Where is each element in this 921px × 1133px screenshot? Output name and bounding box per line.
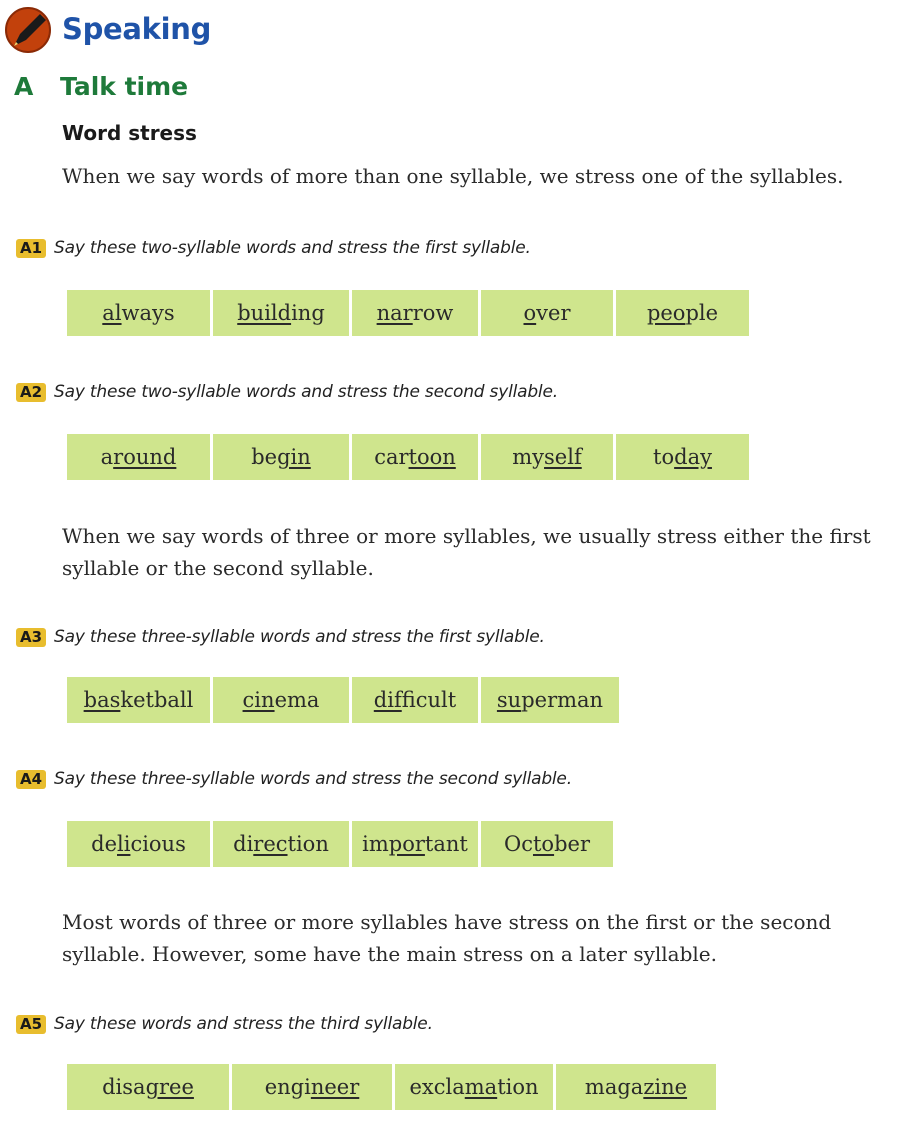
word-cell: su perman — [481, 677, 619, 723]
word-cell: bas ketball — [67, 677, 210, 723]
word-cell: to day — [616, 434, 749, 480]
word-row-a3 — [67, 677, 619, 723]
word-cell: nar row — [352, 290, 478, 336]
intro-paragraph: When we say words of more than one syllable, we stress one of the syllables. — [62, 164, 844, 188]
word-cell: maga zine — [556, 1064, 716, 1110]
page-title: Speaking — [62, 12, 212, 46]
section-letter: A — [14, 72, 34, 101]
word-cell: excla ma tion — [395, 1064, 553, 1110]
word-cell: de li cious — [67, 821, 210, 867]
exercise-label: A4 — [16, 770, 46, 789]
word-cell: dif ficult — [352, 677, 478, 723]
word-cell: di rec tion — [213, 821, 349, 867]
word-cell: my self — [481, 434, 613, 480]
word-cell: o ver — [481, 290, 613, 336]
word-row-a2 — [67, 434, 749, 480]
subheading: Word stress — [62, 121, 197, 145]
word-cell: al ways — [67, 290, 210, 336]
word-row-a4 — [67, 821, 613, 867]
exercise-label: A1 — [16, 239, 46, 258]
exercise-a5 — [16, 1012, 433, 1036]
exercise-a2 — [16, 380, 558, 404]
exercise-instruction: Say these two-syllable words and stress the second syllable. — [54, 382, 558, 402]
word-cell: car toon — [352, 434, 478, 480]
exercise-instruction: Say these two-syllable words and stress the first syllable. — [54, 238, 531, 258]
word-cell: build ing — [213, 290, 349, 336]
word-cell: peo ple — [616, 290, 749, 336]
exercise-label: A2 — [16, 383, 46, 402]
body-paragraph: Most words of three or more syllables have stress on the first or the second syllable. However, some have the main stress on a later syllable. — [62, 910, 832, 966]
exercise-a3 — [16, 625, 545, 649]
body-paragraph: When we say words of three or more syllables, we usually stress either the first syllable or the second syllable. — [62, 524, 871, 580]
word-cell: engi neer — [232, 1064, 392, 1110]
exercise-instruction: Say these three-syllable words and stress the first syllable. — [54, 627, 545, 647]
word-cell: im por tant — [352, 821, 478, 867]
exercise-instruction: Say these three-syllable words and stress the second syllable. — [54, 769, 572, 789]
word-cell: Oc to ber — [481, 821, 613, 867]
word-cell: disa gree — [67, 1064, 229, 1110]
pencil-icon — [2, 4, 54, 56]
exercise-a1 — [16, 236, 531, 260]
word-row-a1 — [67, 290, 749, 336]
word-cell: cin ema — [213, 677, 349, 723]
exercise-instruction: Say these words and stress the third syllable. — [54, 1014, 433, 1034]
exercise-label: A3 — [16, 628, 46, 647]
exercise-a4 — [16, 767, 572, 791]
word-cell: a round — [67, 434, 210, 480]
section-title: Talk time — [60, 72, 189, 101]
word-cell: be gin — [213, 434, 349, 480]
exercise-label: A5 — [16, 1015, 46, 1034]
word-row-a5 — [67, 1064, 716, 1110]
